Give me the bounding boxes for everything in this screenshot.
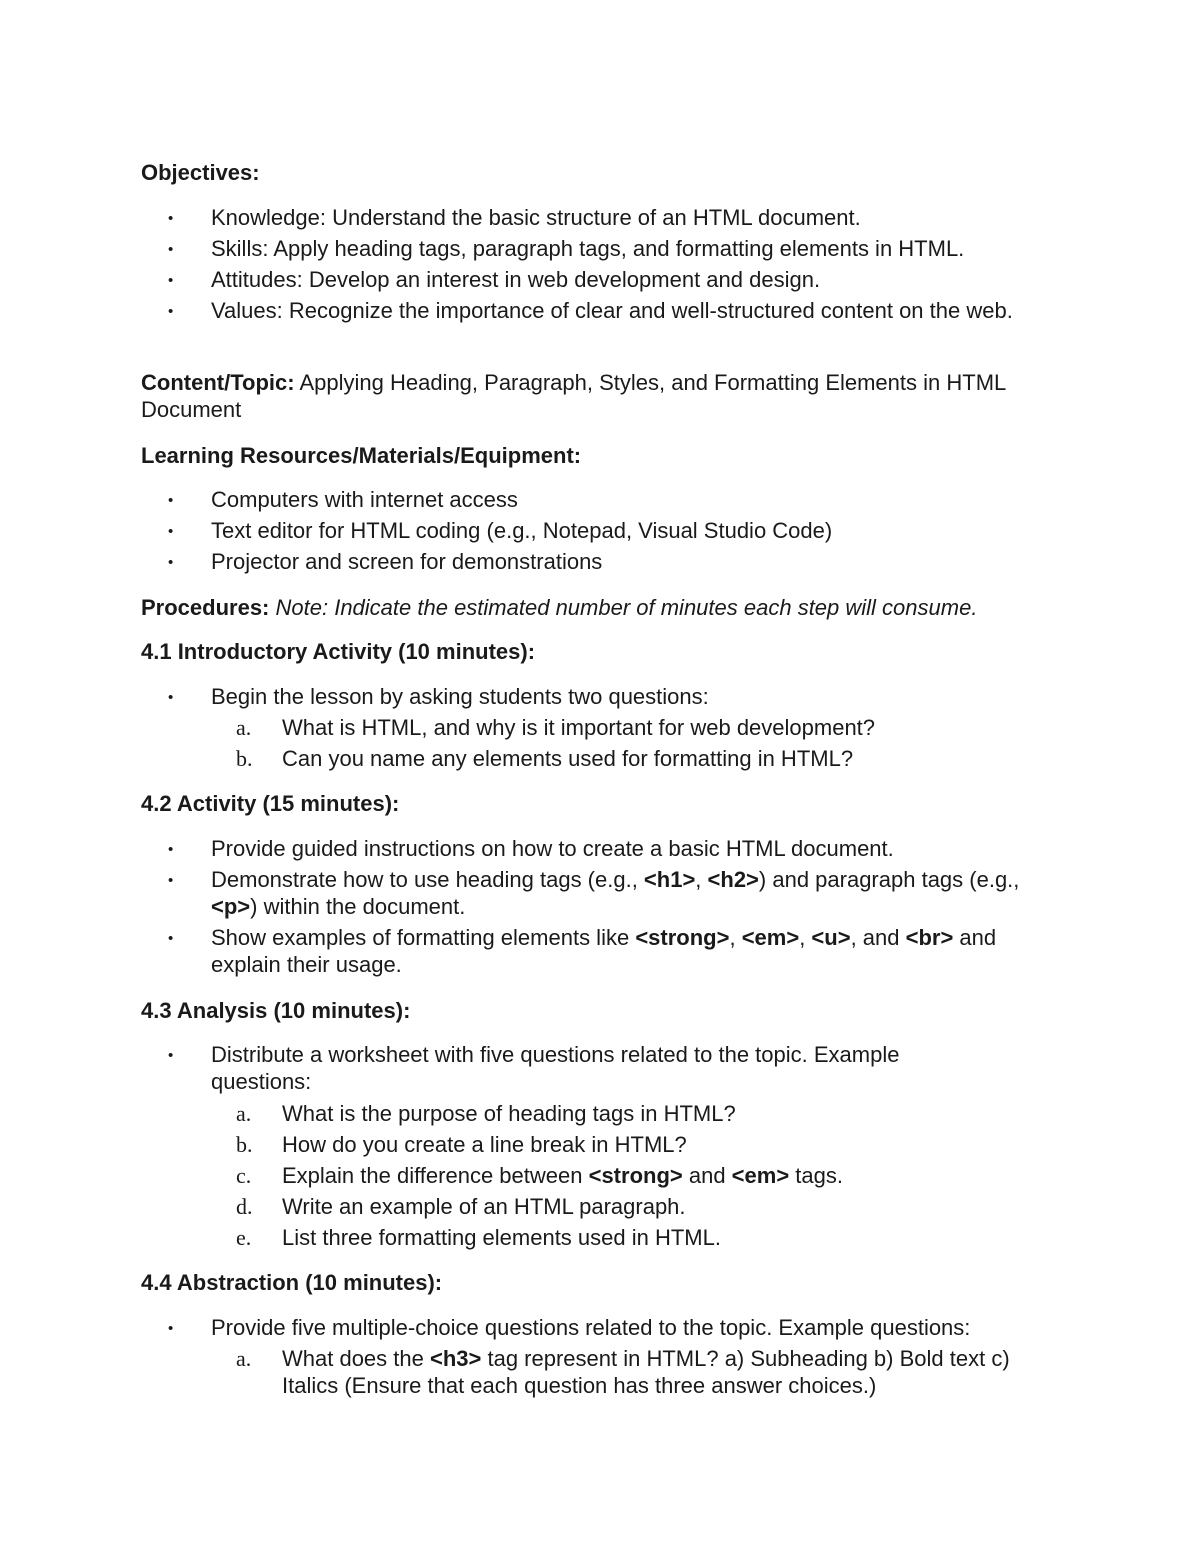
sub-item-marker: e.: [236, 1225, 252, 1250]
code-tag: <em>: [741, 925, 800, 950]
text-run: Demonstrate how to use heading tags (e.g.,: [211, 867, 644, 892]
bullet-marker: •: [168, 841, 174, 858]
objective-item: Knowledge: Understand the basic structure of an HTML document.: [211, 205, 861, 230]
section-heading: 4.1 Introductory Activity (10 minutes):: [141, 639, 536, 664]
sub-item: What is HTML, and why is it important for web development?: [282, 715, 876, 740]
bullet-marker: •: [168, 492, 174, 509]
bullet-marker: •: [168, 872, 174, 889]
text-run: and explain their usage.: [211, 925, 997, 977]
bullet-marker: •: [168, 1047, 174, 1064]
sub-item-marker: b.: [236, 1132, 253, 1157]
objective-item: Attitudes: Develop an interest in web development and design.: [211, 267, 821, 292]
text-run: What does the: [282, 1346, 430, 1371]
sub-item-marker: b.: [236, 746, 253, 771]
bullet-marker: •: [168, 241, 174, 258]
sub-item-marker: a.: [236, 1346, 252, 1371]
objective-item: Values: Recognize the importance of clear and well-structured content on the web.: [211, 298, 1013, 323]
resources-label: Learning Resources/Materials/Equipment:: [141, 443, 582, 468]
code-tag: <br>: [905, 925, 954, 950]
resource-item: Projector and screen for demonstrations: [211, 549, 603, 574]
procedures-label: Procedures:: [141, 595, 270, 620]
text-run: ) within the document.: [250, 894, 466, 919]
resource-item: Computers with internet access: [211, 487, 518, 512]
section-bullet: Begin the lesson by asking students two questions:: [211, 684, 709, 709]
code-tag: <h1>: [643, 867, 696, 892]
bullet-marker: •: [168, 554, 174, 571]
sub-item: List three formatting elements used in HTML.: [282, 1225, 721, 1250]
bullet-marker: •: [168, 210, 174, 227]
text-run: Show examples of formatting elements like: [211, 925, 636, 950]
code-tag: <h2>: [707, 867, 759, 892]
sub-item-marker: a.: [236, 715, 252, 740]
sub-item: How do you create a line break in HTML?: [282, 1132, 687, 1157]
bullet-marker: •: [168, 930, 174, 947]
text-run: ,: [695, 867, 708, 892]
content-topic: [141, 369, 1021, 423]
sub-item: [282, 1162, 1062, 1189]
code-tag: <strong>: [588, 1163, 683, 1188]
text-run: ,: [799, 925, 812, 950]
text-run: ) and paragraph tags (e.g.,: [758, 867, 1020, 892]
section-bullet: [211, 924, 1061, 978]
sub-item-marker: d.: [236, 1194, 253, 1219]
text-run: Explain the difference between: [282, 1163, 589, 1188]
code-tag: <p>: [211, 894, 251, 919]
bullet-marker: •: [168, 1320, 174, 1337]
code-tag: <strong>: [635, 925, 730, 950]
section-heading: 4.3 Analysis (10 minutes):: [141, 998, 411, 1023]
content-topic-label: Content/Topic:: [141, 370, 295, 395]
bullet-marker: •: [168, 689, 174, 706]
sub-item: [282, 1345, 1047, 1399]
text-run: and: [682, 1163, 732, 1188]
code-tag: <h3>: [429, 1346, 482, 1371]
section-bullet: Provide guided instructions on how to create a basic HTML document.: [211, 836, 894, 861]
section-bullet: Provide five multiple-choice questions related to the topic. Example questions:: [211, 1315, 971, 1340]
procedures-note: Note: Indicate the estimated number of minutes each step will consume.: [275, 595, 978, 620]
bullet-marker: •: [168, 303, 174, 320]
text-run: , and: [850, 925, 906, 950]
text-run: tags.: [789, 1163, 843, 1188]
objective-item: Skills: Apply heading tags, paragraph tags, and formatting elements in HTML.: [211, 236, 965, 261]
bullet-marker: •: [168, 272, 174, 289]
section-bullet: Distribute a worksheet with five questions related to the topic. Example questions:: [211, 1042, 900, 1094]
bullet-marker: •: [168, 523, 174, 540]
text-run: tag represent in HTML? a) Subheading b) Bold text c) Italics (Ensure that each question has three answer choices.): [282, 1346, 1010, 1398]
sub-item: What is the purpose of heading tags in HTML?: [282, 1101, 736, 1126]
code-tag: <u>: [811, 925, 851, 950]
content-topic-text: Applying Heading, Paragraph, Styles, and Formatting Elements in HTML Document: [141, 370, 1006, 422]
resource-item: Text editor for HTML coding (e.g., Notepad, Visual Studio Code): [211, 518, 833, 543]
sub-item: Can you name any elements used for formatting in HTML?: [282, 746, 854, 771]
section-heading: 4.4 Abstraction (10 minutes):: [141, 1270, 443, 1295]
text-run: ,: [729, 925, 742, 950]
sub-item: Write an example of an HTML paragraph.: [282, 1194, 686, 1219]
sub-item-marker: c.: [236, 1163, 252, 1188]
sub-item-marker: a.: [236, 1101, 252, 1126]
code-tag: <em>: [731, 1163, 790, 1188]
objectives-label: Objectives:: [141, 160, 260, 185]
section-bullet: [211, 866, 1031, 920]
procedures: [141, 594, 1071, 621]
section-heading: 4.2 Activity (15 minutes):: [141, 791, 400, 816]
